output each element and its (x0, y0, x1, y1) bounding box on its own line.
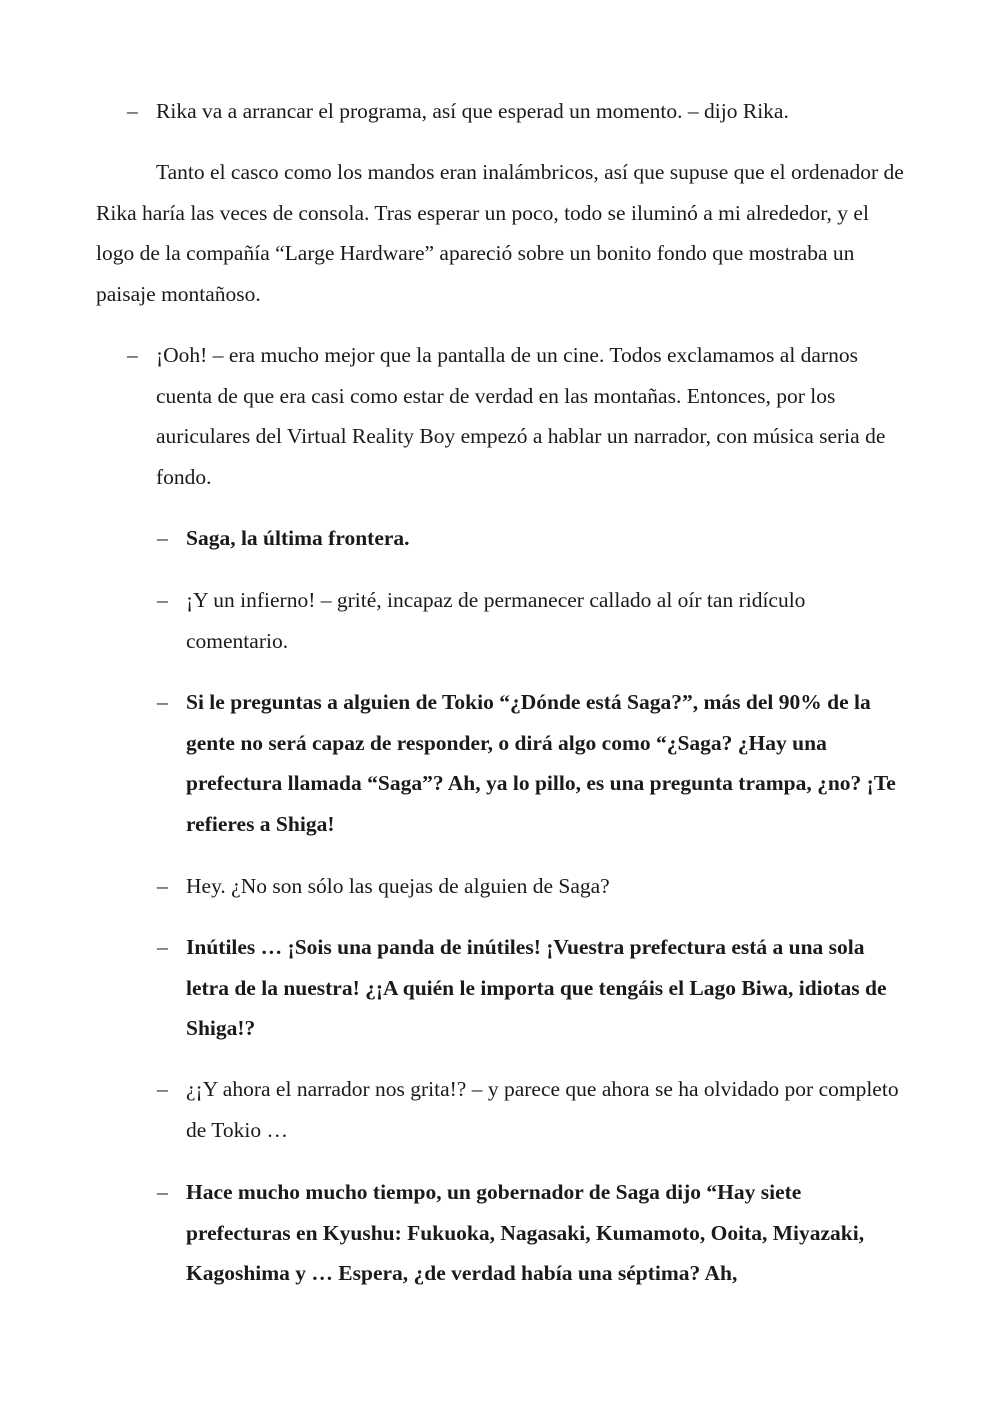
dialogue-line (157, 866, 907, 907)
dash-bullet: – (157, 690, 168, 714)
dash-bullet: – (157, 874, 168, 898)
dialogue-line (157, 580, 907, 661)
narrator-line (157, 1172, 907, 1294)
dialogue-line (127, 335, 907, 498)
dialogue-text: ¡Y un infierno! – grité, incapaz de permanecer callado al oír tan ridículo comentario. (186, 588, 806, 653)
narrator-line (157, 518, 907, 559)
narrator-line (157, 927, 907, 1049)
narrative-paragraph (96, 152, 908, 315)
paragraph-text: Tanto el casco como los mandos eran inalámbricos, así que supuse que el ordenador de Rika haría las veces de consola. Tras esperar un poco, todo se iluminó a mi alrededor, y el logo de la compañía “Large Hardware” apareció sobre un bonito fondo que mostraba un paisaje montañoso. (96, 160, 904, 307)
dialogue-text: Rika va a arrancar el programa, así que esperad un momento. – dijo Rika. (156, 99, 789, 123)
dash-bullet: – (157, 588, 168, 612)
dash-bullet: – (157, 1180, 168, 1204)
dialogue-line (127, 91, 907, 132)
dash-bullet: – (157, 526, 168, 550)
dash-bullet: – (127, 343, 138, 367)
dash-bullet: – (157, 1077, 168, 1101)
narrator-text: Hace mucho mucho tiempo, un gobernador de Saga dijo “Hay siete prefecturas en Kyushu: Fukuoka, Nagasaki, Kumamoto, Ooita, Miyazaki, Kagoshima y … Espera, ¿de verdad había una séptima? Ah, (186, 1180, 865, 1286)
narrator-text: Si le preguntas a alguien de Tokio “¿Dónde está Saga?”, más del 90% de la gente no será capaz de responder, o dirá algo como “¿Saga? ¿Hay una prefectura llamada “Saga”? Ah, ya lo pillo, es una pregunta trampa, ¿no? ¡Te refieres a Shiga! (186, 690, 896, 837)
narrator-text: Saga, la última frontera. (186, 526, 410, 550)
dialogue-text: Hey. ¿No son sólo las quejas de alguien de Saga? (186, 874, 610, 898)
dialogue-text: ¿¡Y ahora el narrador nos grita!? – y parece que ahora se ha olvidado por completo de Tokio … (186, 1077, 899, 1142)
dialogue-text: ¡Ooh! – era mucho mejor que la pantalla de un cine. Todos exclamamos al darnos cuenta de que era casi como estar de verdad en las montañas. Entonces, por los auriculares del Virtual Reality Boy empezó a hablar un narrador, con música seria de fondo. (156, 343, 886, 490)
dash-bullet: – (127, 99, 138, 123)
dash-bullet: – (157, 935, 168, 959)
narrator-text: Inútiles … ¡Sois una panda de inútiles! ¡Vuestra prefectura está a una sola letra de la nuestra! ¿¡A quién le importa que tengáis el Lago Biwa, idiotas de Shiga!? (186, 935, 887, 1041)
dialogue-line (157, 1069, 907, 1150)
narrator-line (157, 682, 907, 845)
